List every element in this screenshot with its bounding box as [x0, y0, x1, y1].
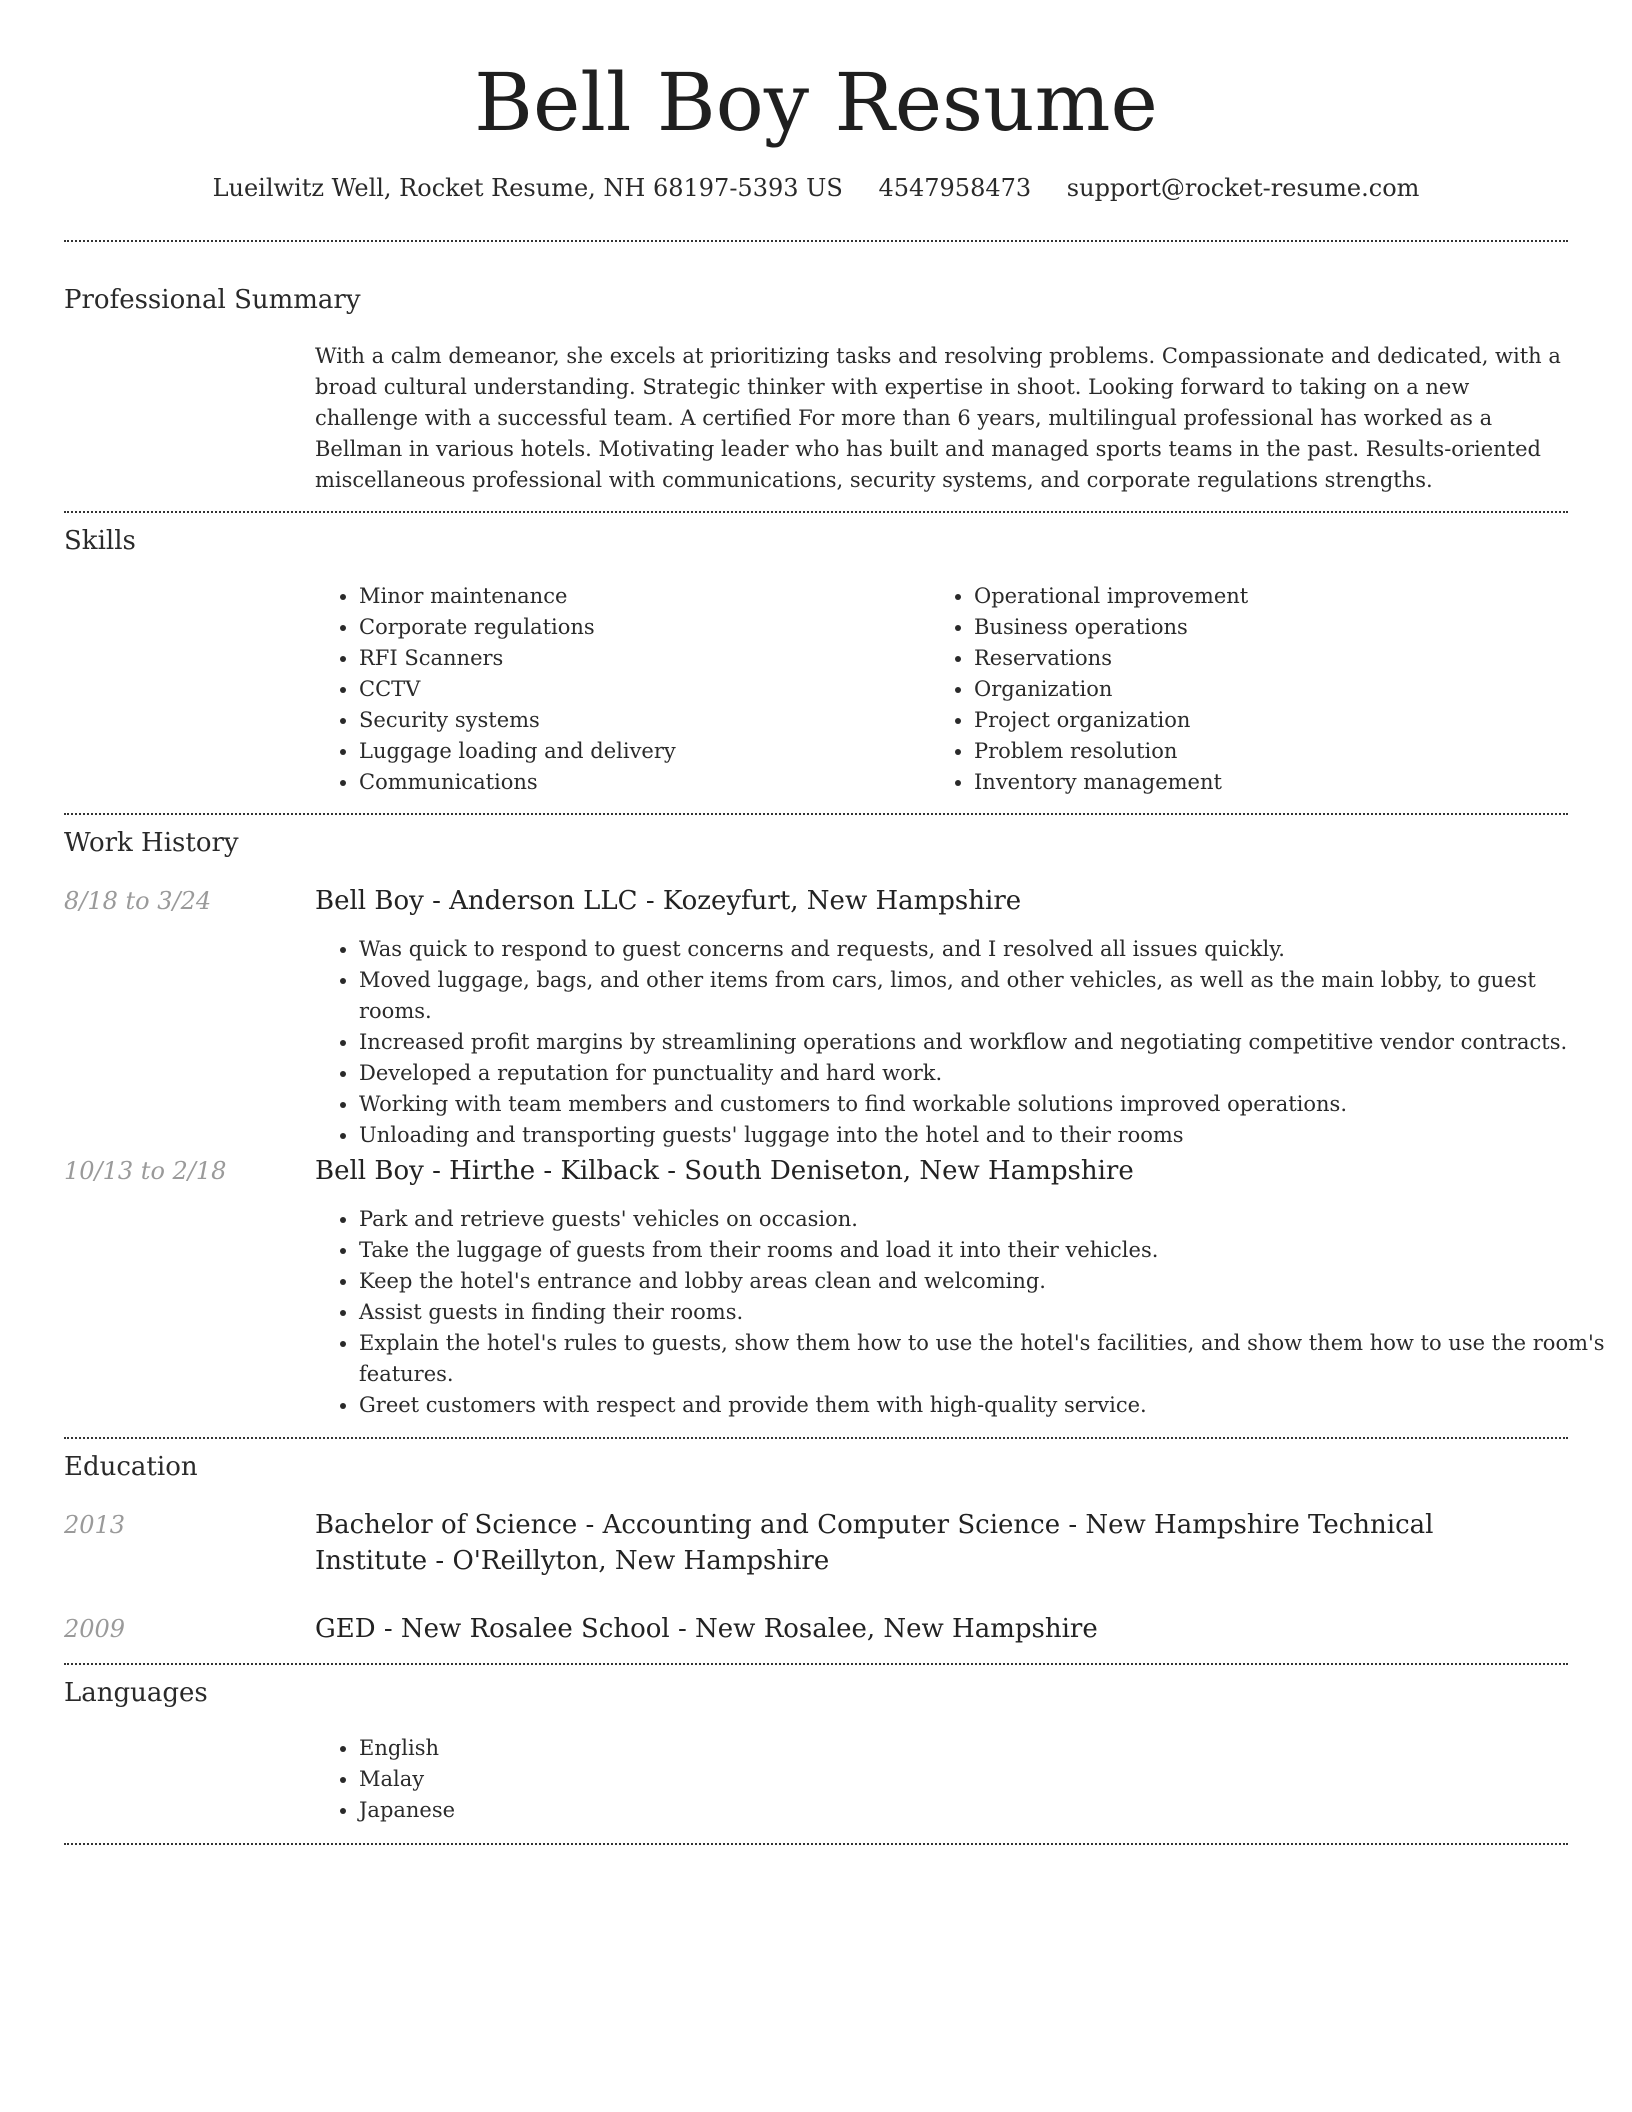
- education-year: 2013: [64, 1511, 126, 1539]
- skill-item: • Minor maintenance: [359, 581, 919, 612]
- section-title-languages: Languages: [64, 1678, 208, 1708]
- skill-item: • Corporate regulations: [359, 612, 919, 643]
- language-item: • Japanese: [359, 1795, 959, 1826]
- job-bullet: • Working with team members and customers to find workable solutions improved operations.: [359, 1089, 1612, 1120]
- education-entry: Bachelor of Science - Accounting and Computer Science - New Hampshire Technical Institute - O'Reillyton, New Hampshire: [315, 1510, 1434, 1576]
- divider: [64, 813, 1568, 815]
- job-bullet: • Developed a reputation for punctuality and hard work.: [359, 1058, 1612, 1089]
- job-bullet: • Increased profit margins by streamlining operations and workflow and negotiating competitive vendor contracts.: [359, 1027, 1612, 1058]
- skill-item: • RFI Scanners: [359, 643, 919, 674]
- divider: [64, 1437, 1568, 1439]
- job-heading: Bell Boy - Hirthe - Kilback - South Deniseton, New Hampshire: [315, 1156, 1134, 1186]
- job-heading: Bell Boy - Anderson LLC - Kozeyfurt, New Hampshire: [315, 886, 1022, 916]
- skill-item: • Security systems: [359, 705, 919, 736]
- education-entry: GED - New Rosalee School - New Rosalee, New Hampshire: [315, 1614, 1098, 1644]
- divider: [64, 511, 1568, 513]
- skill-item: • Luggage loading and delivery: [359, 736, 919, 767]
- languages-list: [315, 1733, 959, 1826]
- language-item: • English: [359, 1733, 959, 1764]
- skill-item: • Inventory management: [974, 767, 1594, 798]
- skill-item: • Reservations: [974, 643, 1594, 674]
- job-bullet: • Assist guests in finding their rooms.: [359, 1297, 1612, 1328]
- skill-item: • Organization: [974, 674, 1594, 705]
- summary-text: With a calm demeanor, she excels at prioritizing tasks and resolving problems. Compassionate and dedicated, with a broad cultural understanding. Strategic thinker with expertise in shoot. Looking forward to taking on a new challenge with a successful team. A certified For more than 6 years, multilingual professional has worked as a Bellman in various hotels. Motivating leader who has built and managed sports teams in the past. Results-oriented miscellaneous professional with communications, security systems, and corporate regulations strengths.: [315, 344, 1561, 492]
- skills-list-left: [315, 581, 919, 798]
- contact-line: [0, 170, 1632, 206]
- section-title-skills: Skills: [64, 526, 136, 556]
- skills-list-right: [930, 581, 1594, 798]
- language-item: • Malay: [359, 1764, 959, 1795]
- skill-item: • Business operations: [974, 612, 1594, 643]
- skill-item: • Communications: [359, 767, 919, 798]
- section-title-work: Work History: [64, 828, 239, 858]
- skill-item: • Project organization: [974, 705, 1594, 736]
- resume-title: Bell Boy Resume: [474, 56, 1158, 149]
- job-bullet: • Greet customers with respect and provide them with high-quality service.: [359, 1390, 1612, 1421]
- job-bullet: • Was quick to respond to guest concerns and requests, and I resolved all issues quickly.: [359, 934, 1612, 965]
- skill-item: • Operational improvement: [974, 581, 1594, 612]
- job-bullet: • Explain the hotel's rules to guests, show them how to use the hotel's facilities, and show them how to use the room's features.: [359, 1328, 1612, 1390]
- job-bullet: • Unloading and transporting guests' luggage into the hotel and to their rooms: [359, 1120, 1612, 1151]
- contact-email: support@rocket-resume.com: [1066, 174, 1420, 202]
- job-dates: 10/13 to 2/18: [64, 1157, 227, 1185]
- contact-phone: 4547958473: [878, 174, 1032, 202]
- contact-address: Lueilwitz Well, Rocket Resume, NH 68197-5393 US: [212, 174, 843, 202]
- job-bullet: • Keep the hotel's entrance and lobby areas clean and welcoming.: [359, 1266, 1612, 1297]
- section-title-summary: Professional Summary: [64, 285, 361, 315]
- divider: [64, 240, 1568, 242]
- job-bullets: [315, 1204, 1612, 1421]
- job-bullets: [315, 934, 1612, 1151]
- job-bullet: • Moved luggage, bags, and other items from cars, limos, and other vehicles, as well as the main lobby, to guest rooms.: [359, 965, 1612, 1027]
- divider: [64, 1843, 1568, 1845]
- divider: [64, 1663, 1568, 1665]
- skill-item: • Problem resolution: [974, 736, 1594, 767]
- section-title-education: Education: [64, 1452, 198, 1482]
- skill-item: • CCTV: [359, 674, 919, 705]
- job-bullet: • Take the luggage of guests from their rooms and load it into their vehicles.: [359, 1235, 1612, 1266]
- job-dates: 8/18 to 3/24: [64, 887, 212, 915]
- education-year: 2009: [64, 1615, 126, 1643]
- job-bullet: • Park and retrieve guests' vehicles on occasion.: [359, 1204, 1612, 1235]
